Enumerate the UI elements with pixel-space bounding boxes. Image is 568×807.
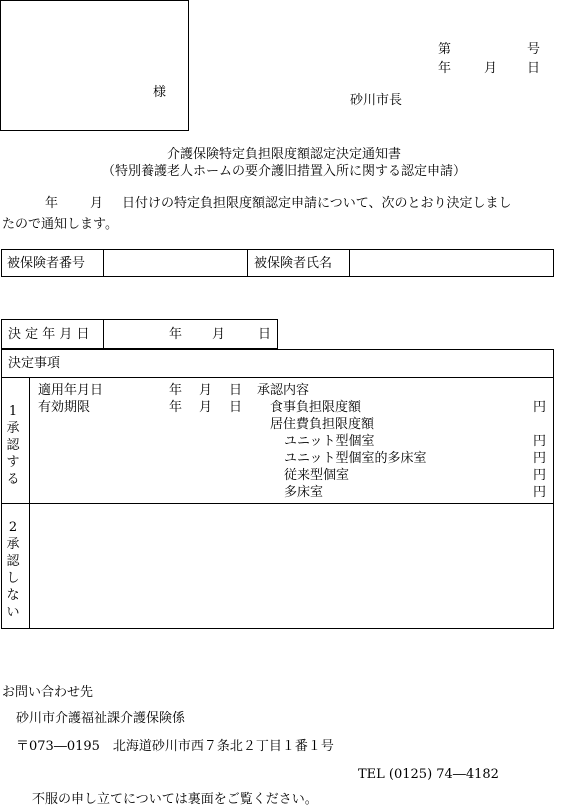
approve-label-char: る — [6, 472, 20, 487]
deny-label — [5, 519, 21, 621]
deny-label-char: 2 — [8, 520, 18, 535]
issue-date-month: 月 — [484, 61, 498, 76]
decision-date-year: 年 — [169, 327, 183, 342]
deny-label-char: 認 — [6, 554, 20, 569]
approve-label-char: 1 — [8, 404, 18, 419]
deny-label-char: な — [6, 588, 20, 603]
apply-date-label: 適用年月日 — [38, 383, 104, 398]
decision-date-day: 日 — [258, 327, 272, 342]
doc-number-suffix: 号 — [527, 42, 541, 57]
intro-text-line1: 日付けの特定負担限度額認定申請について、次のとおり決定しまし — [122, 196, 512, 211]
valid-period-year: 年 — [169, 400, 183, 415]
meal-limit-label: 食事負担限度額 — [270, 400, 362, 415]
residence-limit-label: 居住費負担限度額 — [270, 417, 375, 432]
apply-date-month: 月 — [199, 383, 213, 398]
valid-period-month: 月 — [199, 400, 213, 415]
valid-period-day: 日 — [229, 400, 243, 415]
room-type-label: ユニット型個室 — [284, 434, 375, 449]
apply-date-year: 年 — [169, 383, 183, 398]
deny-label-char: 承 — [6, 537, 20, 552]
approval-content-label: 承認内容 — [257, 383, 310, 398]
intro-year: 年 — [45, 196, 59, 211]
approve-label-char: す — [6, 455, 20, 470]
decision-label-column-divider — [29, 377, 30, 629]
room-type-label: 従来型個室 — [284, 468, 350, 483]
approve-label-char: 認 — [6, 438, 20, 453]
insured-table-divider — [247, 249, 248, 277]
valid-period-label: 有効期限 — [38, 400, 91, 415]
issuer-name: 砂川市長 — [350, 93, 403, 108]
room-type-yen: 円 — [533, 468, 547, 483]
recipient-address-box — [0, 0, 189, 131]
decision-date-label: 決 定 年 月 日 — [8, 327, 90, 342]
contact-heading: お問い合わせ先 — [2, 685, 94, 700]
insured-table-divider — [103, 249, 104, 277]
room-type-yen: 円 — [533, 434, 547, 449]
deny-label-char: し — [6, 571, 20, 586]
room-type-yen: 円 — [533, 485, 547, 500]
deny-label-char: い — [6, 605, 20, 620]
decision-date-month: 月 — [212, 327, 226, 342]
insured-name-label: 被保険者氏名 — [254, 256, 333, 271]
contact-office: 砂川市介護福祉課介護保険係 — [16, 711, 186, 726]
decision-header-divider — [1, 377, 554, 378]
contact-telephone: TEL (0125) 74―4182 — [358, 767, 499, 782]
document-title: 介護保険特定負担限度額認定決定通知書 — [166, 147, 401, 162]
room-type-label: ユニット型個室的多床室 — [284, 451, 427, 466]
room-type-label: 多床室 — [284, 485, 324, 500]
decision-header: 決定事項 — [8, 356, 61, 371]
approve-label — [5, 403, 21, 488]
insured-table-divider — [349, 249, 350, 277]
doc-number-prefix: 第 — [438, 42, 452, 57]
apply-date-day: 日 — [229, 383, 243, 398]
contact-postal-address: 〒073―0195 北海道砂川市西７条北２丁目１番１号 — [16, 739, 334, 754]
meal-limit-yen: 円 — [533, 400, 547, 415]
decision-date-divider — [103, 319, 104, 349]
intro-month: 月 — [90, 196, 104, 211]
issue-date-day: 日 — [527, 61, 541, 76]
issue-date-year: 年 — [438, 61, 452, 76]
document-subtitle: （特別養護老人ホームの要介護旧措置入所に関する認定申請） — [101, 164, 466, 179]
approve-label-char: 承 — [6, 421, 20, 436]
insured-number-label: 被保険者番号 — [7, 256, 86, 271]
recipient-honorific: 様 — [153, 85, 167, 100]
intro-text-line2: たので通知します。 — [2, 217, 118, 232]
room-type-yen: 円 — [533, 451, 547, 466]
objection-note: 不服の申し立てについては裏面をご覧ください。 — [32, 792, 318, 807]
decision-row-divider — [1, 503, 554, 504]
